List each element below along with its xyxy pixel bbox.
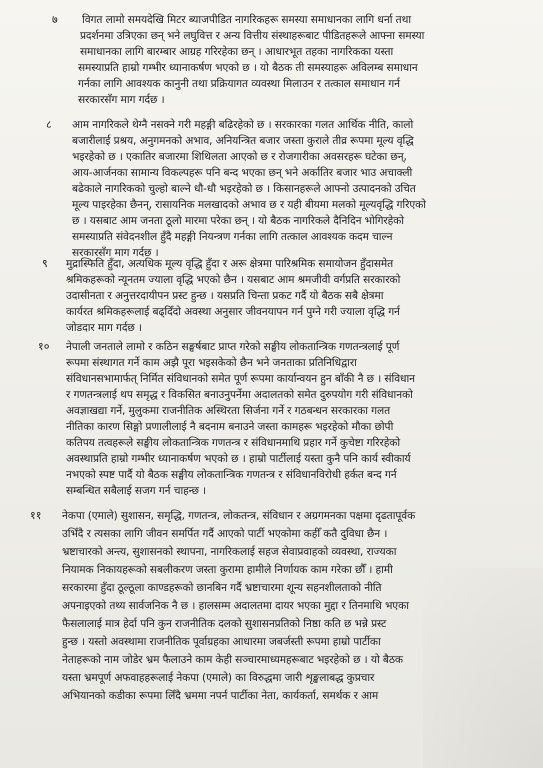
text-line: समस्याप्रति हाम्रो गम्भीर ध्यानाकर्षण भएको छ । यो बैठक ती समस्याहरू अविलम्ब समाधान [78,62,418,74]
text-line: प्रदर्शनमा उत्रिएका छन् भने लघुवित्त र अन्य वित्तीय संस्थाहरूबाट पीडितहरूले आफ्ना समस्या [80,30,425,42]
text-line: उदासीनता र अनुत्तरदायीपन प्रस्ट हुन्छ । यसप्रति चिन्ता प्रकट गर्दै यो बैठक सबै क्षेत्रमा [66,290,384,302]
text-line: बजारीलाई प्रश्रय, अनुगमनको अभाव, अनियन्त्रित बजार जस्ता कुराले तीव्र रूपमा मूल्य वृद्धि [72,135,414,147]
text-line: अवस्थाप्रति हाम्रो गम्भीर ध्यानाकर्षण भएको छ । हाम्रो पार्टीलाई यस्ता कुनै पनि कार्य स्वीकार्य [66,453,411,465]
text-line: उभिँदै र त्यसका लागि जीवन समर्पित गर्दै आएको पार्टी भएकोमा कहीँ कतै दुविधा छैन । [62,528,388,540]
paragraph-number: ९ [42,257,48,270]
text-line: अवज्ञाखद्या गर्ने, मुलुकमा राजनीतिक अस्थिरता सिर्जना गर्ने र गठबन्धन सरकारका गलत [66,405,391,417]
text-line: नियामक निकायहरूको सबलीकरण जस्ता कुरामा हामीले निर्णायक काम गरेका छौँ । हामी [62,564,393,576]
text-line: गर्नका लागि आवश्यक कानुनी तथा प्रक्रियागत व्यवस्था मिलाउन र तत्काल समाधान गर्न [78,78,400,90]
paragraph-number: ११ [30,509,42,522]
text-line: सरकारसँग माग गर्दछ । [72,247,159,259]
text-line: नेकपा (एमाले) सुशासन, समृद्धि, गणतन्त्र, लोकतन्त्र, संविधान र अग्रगमनका पक्षमा दृढतापूर्वक [62,510,416,522]
paragraph-number: ८ [46,118,52,131]
text-line: हुन्छ । यस्तो अवस्थामा राजनीतिक पूर्वाग्रहका आधारमा जबर्जस्ती रूपमा हाम्रो पार्टीका [62,636,381,648]
text-line: सरकारसँग माग गर्दछ । [78,94,165,106]
text-line: कतिपय तत्वहरूले सङ्घीय लोकतान्त्रिक गणतन्त्र र संविधानमाथि प्रहार गर्ने कुचेष्टा गरिरहेको [66,437,401,449]
text-line: छ । यसबाट आम जनता ठूलो मारमा परेका छन् । यो बैठक नागरिकले दैनिदिन भोगिरहेको [72,215,404,227]
paragraph-8 [0,117,543,267]
text-line: समस्याप्रति संवेदनशील हुँदै महङ्गी नियन्त्रण गर्नका लागि तत्काल आवश्यक कदम चाल्न [72,231,393,243]
text-line: रूपमा संस्थागत गर्ने काम अझै पूरा भइसकेको छैन भने जनताका प्रतिनिधिद्वारा [66,357,357,369]
text-line: आय-आर्जनका सामान्य विकल्पहरू पनि बन्द भएका छन् भने अर्कातिर बजार भाउ अचाक्ली [72,167,413,179]
text-line: विगत लामो समयदेखि मिटर ब्याजपीडित नागरिकहरू समस्या समाधानका लागि धर्ना तथा [82,14,411,26]
text-line: श्रमिकहरूको न्यूनतम ज्याला वृद्धि भएको छैन । यसबाट आम श्रमजीवी वर्गप्रति सरकारको [66,274,401,286]
text-line: भइरहेको छ । एकातिर बजारमा शिथिलता आएको छ र रोजगारीका अवसरहरू घटेका छन्, [72,151,407,163]
paragraph-10 [0,339,543,504]
text-line: संविधानसभामार्फत् निर्मित संविधानको समेत पूर्ण रूपमा कार्यान्वयन हुन बाँकी नै छ । संविधान [66,373,415,385]
text-line: आम नागरिकले थेग्नै नसक्ने गरी महङ्गी बढिरहेको छ । सरकारका गलत आर्थिक नीति, कालो [72,119,414,131]
text-line: र गणतन्त्रलाई थप समृद्ध र विकसित बनाउनुपर्नेमा अदालतको समेत दुरुपयोग गरी संविधानको [66,389,413,401]
text-line: भ्रष्टाचारको अन्त्य, सुशासनको स्थापना, नागरिकलाई सहज सेवाप्रवाहको व्यवस्था, राज्यका [62,546,397,558]
text-line: मुद्रास्फिति हुँदा, अत्यधिक मूल्य वृद्धि हुँदा र अरू क्षेत्रमा पारिश्रमिक समायोजन हुँदासमेत [66,258,394,270]
text-line: अपनाइएको तथ्य सार्वजनिक नै छ । हालसम्म अदालतमा दायर भएका मुद्दा र तिनमाथि भएका [62,600,409,612]
text-line: मूल्य पाइरहेका छैनन्, रासायनिक मलखादको अभाव छ र यही बीयमा मलको मूल्यवृद्धि गरिएको [72,199,426,211]
text-line: कार्यरत श्रमिकहरूलाई बढ्दिँदो अवस्था अनुसार जीवनयापन गर्न पुग्ने गरी ज्याला वृद्धि गर्न [66,306,400,318]
text-line: बढेकाले नागरिकको चुल्हो बाल्ने धौ-धौ भइरहेको छ । किसानहरूले आफ्नो उत्पादनको उचित [72,183,416,195]
paragraph-number: ७ [52,13,58,26]
text-line: सम्बन्धित सबैलाई सजग गर्न चाहन्छ । [66,485,207,497]
text-line: नभएको स्पष्ट पार्दै यो बैठक सङ्घीय लोकतान्त्रिक गणतन्त्र र संविधानविरोधी हर्कत बन्द गर्न [66,469,397,481]
text-line: नीतिका कारण सिङ्गो प्रणालीलाई नै बदनाम बनाउने जस्ता कामहरू भइरहेको मौका छोपी [66,421,394,433]
text-line: नेताहरूको नाम जोडेर भ्रम फैलाउने काम केही सञ्चारमाध्यमहरूबाट भइरहेको छ । यो बैठक [62,654,403,666]
text-line: यस्ता भ्रमपूर्ण अफवाहहरूलाई नेकपा (एमाले) का विरुद्धमा जारी शृङ्खलाबद्ध कुप्रचार [62,672,375,684]
text-line: सरकारमा हुँदा ठूल्ठूला काण्डहरूको छानबिन गर्दै भ्रष्टाचारमा शून्य सहनशीलताको नीति [62,582,382,594]
text-line: अभियानको कडीका रूपमा लिँदै भ्रममा नपर्न पार्टीका नेता, कार्यकर्ता, समर्थक र आम [62,690,379,702]
paragraph-11 [0,508,543,702]
text-line: नेपाली जनताले लामो र कठिन सङ्घर्षबाट प्राप्त गरेको सङ्घीय लोकतान्त्रिक गणतन्त्रलाई पूर्ण [66,341,400,353]
text-line: जोडदार माग गर्दछ । [66,322,142,334]
text-line: समाधानका लागि बारम्बार आग्रह गरिरहेका छन् । आधारभूत तहका नागरिकका यस्ता [80,46,394,58]
paragraph-9 [0,256,543,341]
paragraph-number: १० [38,340,50,353]
text-line: फैसलालाई मात्र हेर्दा पनि कुन राजनीतिक दलको सुशासनप्रतिको निष्ठा कति छ भन्ने प्रस्ट [62,618,387,630]
paragraph-7 [0,12,543,112]
